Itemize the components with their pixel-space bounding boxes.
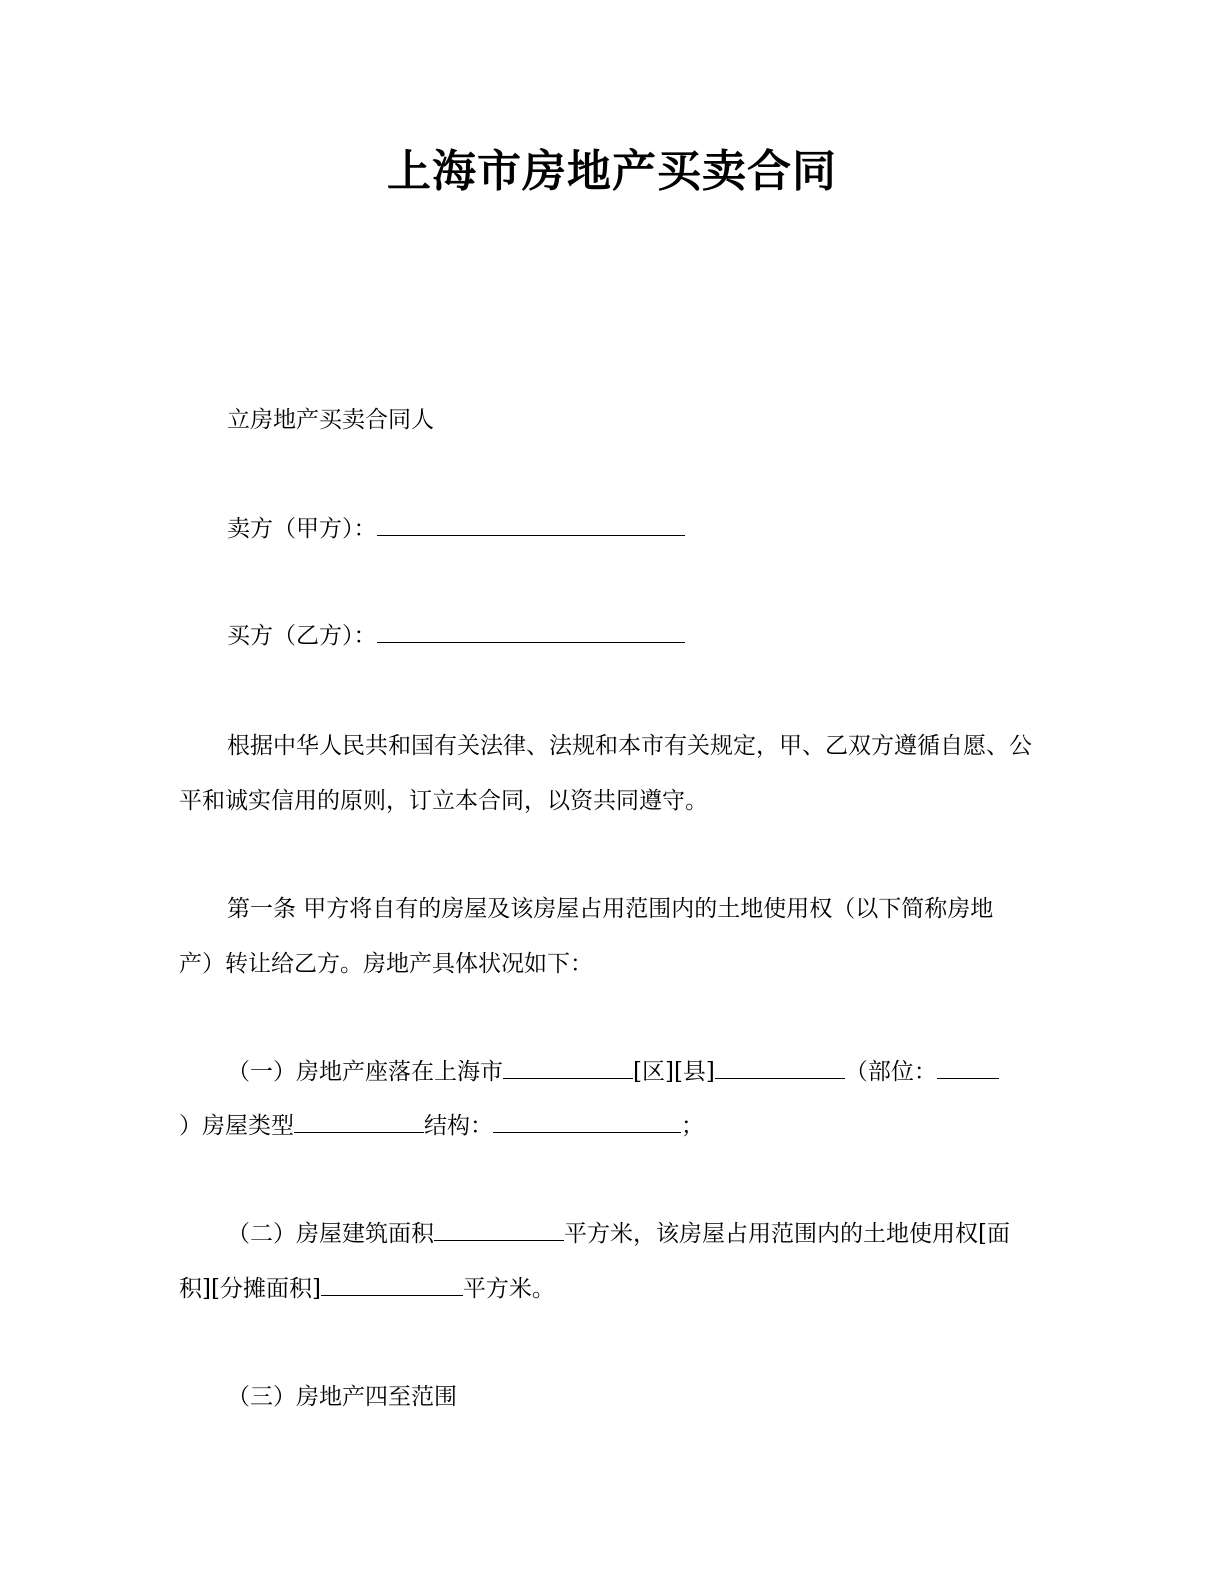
item2-shared-blank: [321, 1273, 463, 1296]
item2-area-label: （二）房屋建筑面积: [227, 1221, 434, 1247]
preamble-line-2: 平和诚实信用的原则，订立本合同，以资共同遵守。: [179, 788, 708, 814]
item2-unit-label: 平方米。: [462, 1276, 555, 1302]
item1-line-2: [179, 1110, 704, 1142]
item3-line: （三）房地产四至范围: [227, 1384, 457, 1410]
item2-line-1: [227, 1218, 1010, 1250]
item1-structure-label: 结构：: [424, 1113, 493, 1139]
item1-position-blank: [937, 1056, 999, 1079]
item2-area-blank: [434, 1218, 564, 1241]
item1-district-blank: [715, 1056, 845, 1079]
seller-label: 卖方（甲方）：: [227, 516, 377, 542]
item2-land-label: 平方米，该房屋占用范围内的土地使用权[面: [564, 1221, 1010, 1247]
item2-shared-label: 积][分摊面积]: [179, 1276, 321, 1302]
item2-line-2: [179, 1273, 555, 1305]
buyer-line: [227, 620, 685, 652]
article1-line-1: 第一条 甲方将自有的房屋及该房屋占用范围内的土地使用权（以下简称房地: [227, 896, 994, 922]
item1-position-label: （部位：: [844, 1059, 937, 1085]
preamble-line-1: 根据中华人民共和国有关法律、法规和本市有关规定，甲、乙双方遵循自愿、公: [227, 733, 1032, 759]
item1-type-label: ）房屋类型: [179, 1113, 294, 1139]
document-title: 上海市房地产买卖合同: [387, 146, 837, 197]
item1-structure-blank: [493, 1110, 681, 1133]
item1-city-blank: [503, 1056, 633, 1079]
item1-end-mark: ；: [681, 1113, 704, 1139]
item1-line-1: [227, 1056, 999, 1088]
item1-type-blank: [294, 1110, 424, 1133]
intro-line: 立房地产买卖合同人: [227, 407, 434, 433]
buyer-blank: [377, 620, 685, 643]
item1-location-label: （一）房地产座落在上海市: [227, 1059, 503, 1085]
article1-line-2: 产）转让给乙方。房地产具体状况如下：: [179, 951, 593, 977]
seller-line: [227, 513, 685, 545]
buyer-label: 买方（乙方）：: [227, 623, 377, 649]
seller-blank: [377, 513, 685, 536]
item1-district-label: [区][县]: [633, 1059, 715, 1085]
